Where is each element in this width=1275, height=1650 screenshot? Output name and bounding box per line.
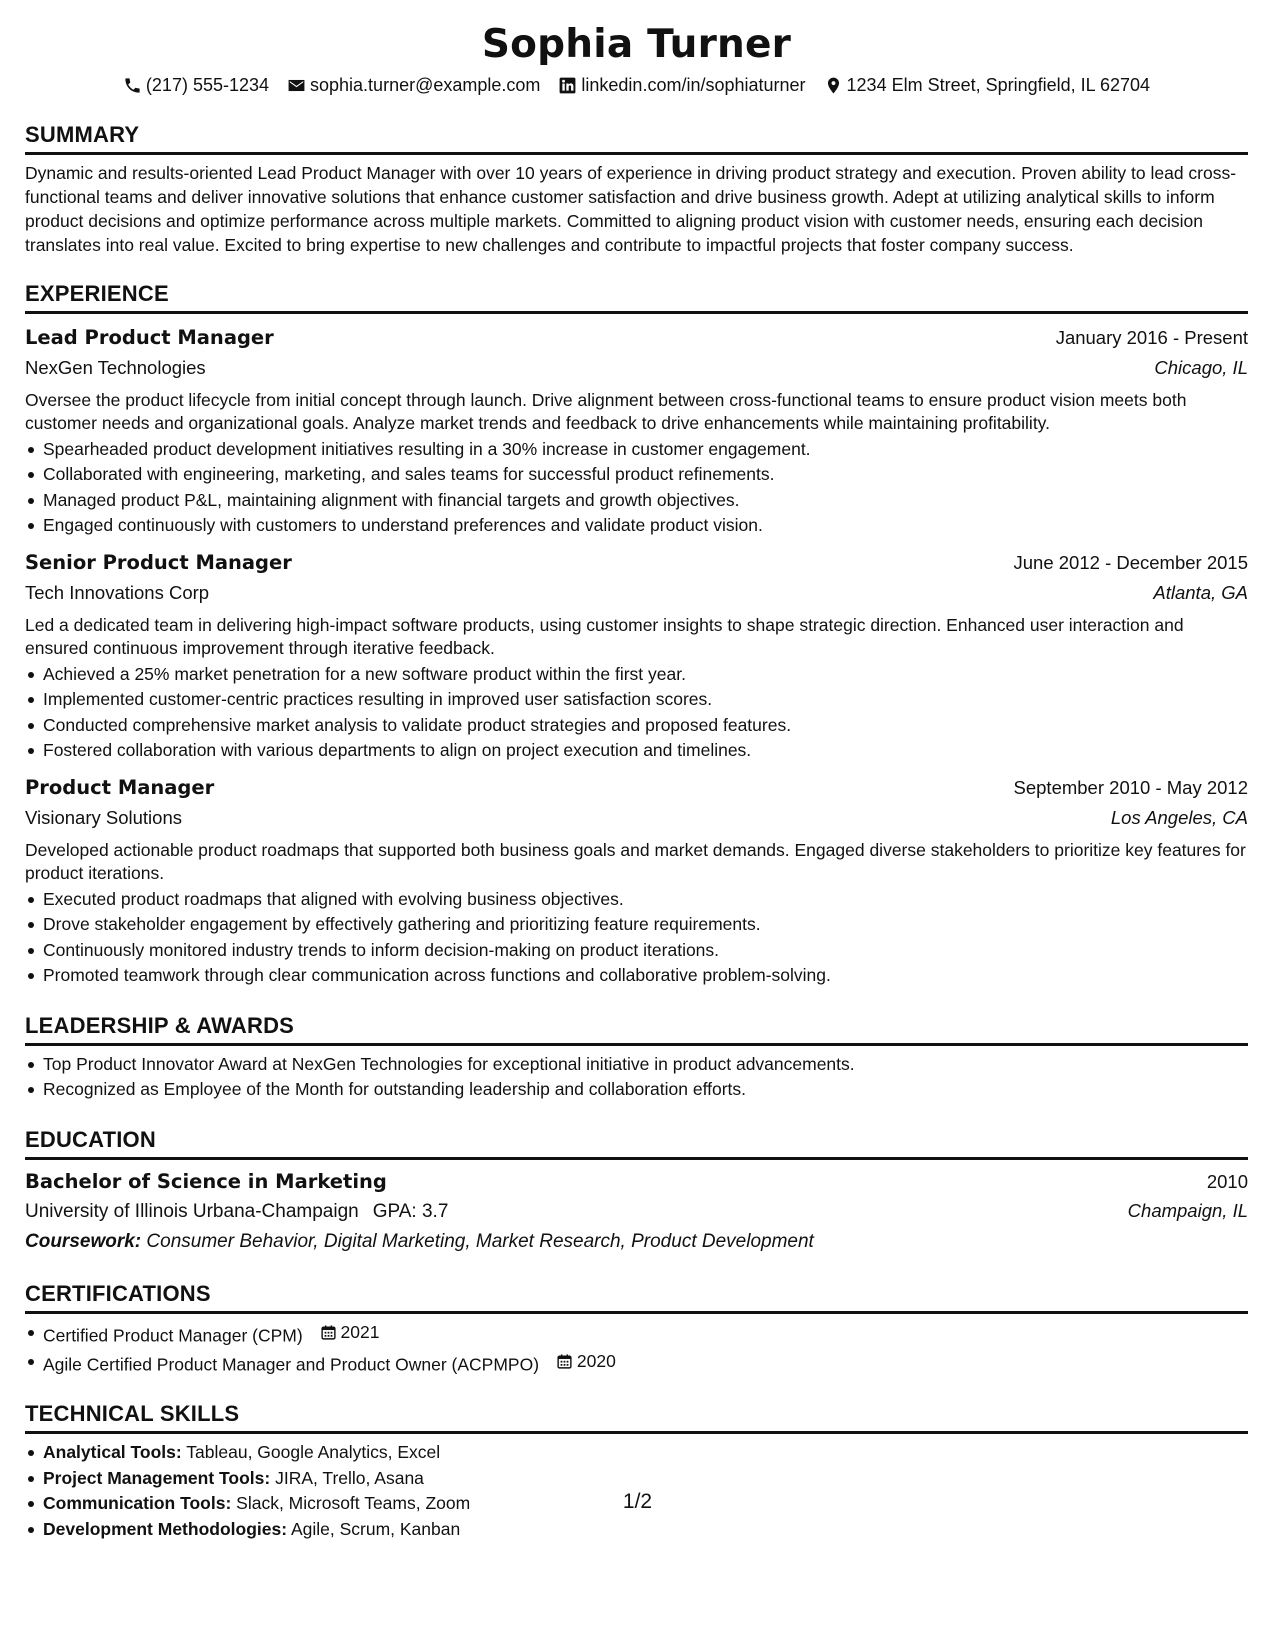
experience-section <box>25 281 1248 989</box>
summary-text: Dynamic and results-oriented Lead Product Manager with over 10 years of experience in driving product strategy and execution. Proven ability to lead cross-functional teams and deliver innovative solutions that enhance customer satisfaction and drive business growth. Adept at utilizing analytical skills to inform product decisions and optimize performance across multiple markets. Committed to aligning product vision with customer needs, ensuring each decision translates into real value. Excited to bring expertise to new challenges and contribute to impactful projects that foster company success. <box>25 162 1237 255</box>
coursework-label: Coursework: <box>25 1230 142 1252</box>
job-description: Led a dedicated team in delivering high-impact software products, using customer insights to shape strategic direction. Enhanced user interaction and ensured continuous improvement through iterative feedback. <box>25 614 1184 659</box>
job-dates: September 2010 - May 2012 <box>1013 776 1248 798</box>
section-title-awards: LEADERSHIP & AWARDS <box>25 1013 1248 1046</box>
linkedin-icon <box>558 76 577 95</box>
education-section <box>25 1127 1248 1257</box>
job-title: Senior Product Manager <box>25 550 292 574</box>
list-item: Executed product roadmaps that aligned with evolving business objectives. <box>43 887 1248 913</box>
school-line <box>25 1197 448 1227</box>
job-bullets <box>25 662 1248 764</box>
job-bullets <box>25 887 1248 989</box>
list-item: Implemented customer-centric practices resulting in improved user satisfaction scores. <box>43 687 1248 713</box>
cert-date <box>320 1320 380 1346</box>
awards-list <box>25 1052 1248 1103</box>
phone-text: (217) 555-1234 <box>145 74 270 95</box>
list-item: Continuously monitored industry trends to inform decision-making on product iterations. <box>43 938 1248 964</box>
skill-label: Analytical Tools: <box>43 1442 182 1463</box>
section-title-experience: EXPERIENCE <box>25 281 1248 314</box>
contact-phone[interactable] <box>123 75 269 96</box>
job-location: Los Angeles, CA <box>1110 806 1248 828</box>
list-item: Managed product P&L, maintaining alignment with financial targets and growth objectives. <box>43 488 1248 514</box>
skill-value: JIRA, Trello, Asana <box>275 1467 424 1488</box>
list-item: Recognized as Employee of the Month for outstanding leadership and collaboration efforts. <box>43 1077 1248 1103</box>
skill-label: Project Management Tools: <box>43 1467 271 1488</box>
calendar-icon <box>556 1353 573 1370</box>
coursework-list: Consumer Behavior, Digital Marketing, Market Research, Product Development <box>146 1230 814 1252</box>
job-location: Atlanta, GA <box>1153 581 1248 603</box>
job-entry <box>25 547 1248 764</box>
cert-name: Agile Certified Product Manager and Product Owner (ACPMPO) <box>43 1353 540 1374</box>
cert-year: 2021 <box>340 1321 380 1342</box>
job-title: Lead Product Manager <box>25 325 274 349</box>
candidate-name: Sophia Turner <box>481 22 792 67</box>
map-pin-icon <box>824 76 843 95</box>
list-item: Top Product Innovator Award at NexGen Technologies for exceptional initiative in product advancements. <box>43 1052 1248 1078</box>
resume-page <box>25 18 1248 1542</box>
job-bullets <box>25 437 1248 539</box>
list-item: Achieved a 25% market penetration for a new software product within the first year. <box>43 662 1248 688</box>
section-title-skills: TECHNICAL SKILLS <box>25 1401 1248 1434</box>
job-location: Chicago, IL <box>1154 356 1248 378</box>
list-item: Engaged continuously with customers to understand preferences and validate product vision. <box>43 513 1248 539</box>
awards-section <box>25 1013 1248 1103</box>
address-text: 1234 Elm Street, Springfield, IL 62704 <box>846 74 1151 95</box>
list-item: Fostered collaboration with various departments to align on project execution and timelines. <box>43 738 1248 764</box>
education-location: Champaign, IL <box>1127 1199 1248 1221</box>
job-company: NexGen Technologies <box>25 356 206 378</box>
job-dates: January 2016 - Present <box>1055 326 1248 348</box>
skill-label: Communication Tools: <box>43 1493 232 1514</box>
cert-date <box>556 1349 616 1375</box>
certifications-section <box>25 1281 1248 1378</box>
contact-bar <box>25 75 1248 96</box>
skill-label: Development Methodologies: <box>43 1518 288 1539</box>
skill-value: Agile, Scrum, Kanban <box>290 1518 461 1539</box>
list-item: Collaborated with engineering, marketing, and sales teams for successful product refinements. <box>43 462 1248 488</box>
list-item <box>43 1320 1248 1349</box>
certifications-list <box>25 1320 1248 1378</box>
summary-section <box>25 122 1248 257</box>
list-item: Drove stakeholder engagement by effectively gathering and prioritizing feature requirements. <box>43 912 1248 938</box>
skill-value: Tableau, Google Analytics, Excel <box>186 1442 441 1463</box>
gpa-value: GPA: 3.7 <box>372 1200 449 1222</box>
list-item <box>43 1440 1248 1466</box>
job-entry <box>25 322 1248 539</box>
list-item <box>43 1349 1248 1378</box>
contact-email[interactable] <box>287 75 540 96</box>
list-item <box>43 1466 1248 1492</box>
cert-year: 2020 <box>576 1350 616 1371</box>
education-year: 2010 <box>1206 1170 1248 1192</box>
job-description: Oversee the product lifecycle from initial concept through launch. Drive alignment between cross-functional teams to ensure product vision meets both customer needs and organizational goals. Analyze market trends and feedback to drive enhancements while maintaining profitability. <box>25 389 1187 434</box>
section-title-certifications: CERTIFICATIONS <box>25 1281 1248 1314</box>
school-name: University of Illinois Urbana-Champaign <box>25 1200 359 1222</box>
section-title-summary: SUMMARY <box>25 122 1248 155</box>
coursework-line <box>25 1227 1248 1257</box>
job-dates: June 2012 - December 2015 <box>1013 551 1248 573</box>
list-item: Conducted comprehensive market analysis to validate product strategies and proposed features. <box>43 713 1248 739</box>
contact-address <box>824 75 1151 96</box>
phone-icon <box>123 76 142 95</box>
job-description: Developed actionable product roadmaps that supported both business goals and market demands. Engaged diverse stakeholders to prioritize key features for product iterations. <box>25 839 1246 884</box>
job-company: Visionary Solutions <box>25 806 182 828</box>
contact-linkedin[interactable] <box>558 75 805 96</box>
list-item <box>43 1517 1248 1543</box>
section-title-education: EDUCATION <box>25 1127 1248 1160</box>
job-company: Tech Innovations Corp <box>25 581 210 603</box>
job-title: Product Manager <box>25 775 215 799</box>
linkedin-text: linkedin.com/in/sophiaturner <box>581 74 806 95</box>
envelope-icon <box>287 76 306 95</box>
cert-name: Certified Product Manager (CPM) <box>43 1325 303 1346</box>
email-text: sophia.turner@example.com <box>310 74 541 95</box>
degree-title: Bachelor of Science in Marketing <box>25 1169 387 1193</box>
calendar-icon <box>320 1324 337 1341</box>
list-item: Spearheaded product development initiatives resulting in a 30% increase in customer engagement. <box>43 437 1248 463</box>
job-entry <box>25 772 1248 989</box>
skills-section <box>25 1401 1248 1542</box>
list-item: Promoted teamwork through clear communication across functions and collaborative problem-solving. <box>43 963 1248 989</box>
skill-value: Slack, Microsoft Teams, Zoom <box>236 1493 471 1514</box>
page-number: 1/2 <box>622 1490 653 1513</box>
